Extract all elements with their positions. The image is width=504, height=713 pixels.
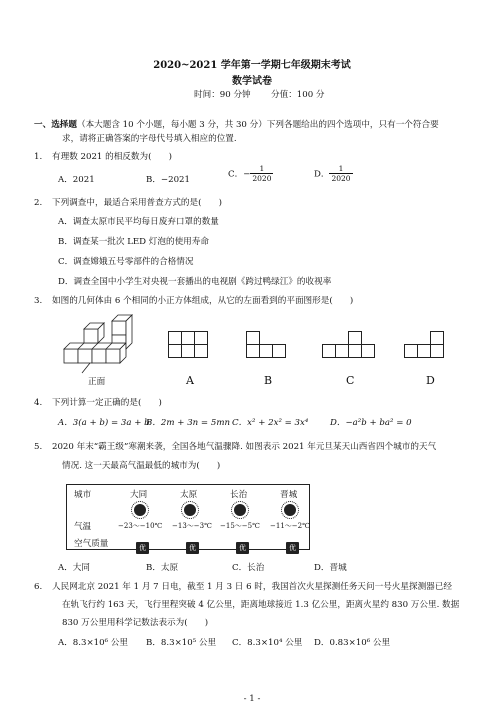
q5-option-a: A．大同: [58, 563, 90, 573]
question-5-line2: 情况. 这一天最高气温最低的城市为( ): [62, 461, 221, 471]
q6-option-d: D．0.83×10⁶ 公里: [314, 638, 391, 648]
fraction-denominator: 2020: [331, 174, 351, 183]
status-badge: 优: [286, 542, 299, 554]
section-title: 一、选择题: [34, 120, 77, 130]
sun-icon: [284, 504, 296, 516]
q1-option-d: [314, 164, 353, 183]
question-number: 3.: [34, 296, 43, 306]
question-6-line2: 在轨飞行约 163 天，飞行里程突破 4 亿公里，距离地球接近 1.3 亿公里，距离火星约 830 万公里. 数据: [62, 600, 460, 610]
air-quality-badge-2: [186, 535, 199, 554]
weather-temp-3: −15～−5℃: [220, 522, 260, 530]
question-number: 5.: [34, 442, 43, 452]
air-quality-badge-4: [286, 535, 299, 554]
question-6: [34, 580, 452, 592]
weather-row-temp: 气温: [74, 522, 92, 532]
section-desc-line2: 求，请将正确答案的字母代号填入相应的位置.: [62, 134, 237, 144]
exam-score: 分值：100 分: [271, 90, 325, 100]
question-1: [34, 150, 172, 162]
question-number: 4.: [34, 398, 43, 408]
weather-row-air: 空气质量: [74, 539, 109, 549]
q3-option-a-figure: [168, 331, 212, 367]
q3-option-c-figure: [322, 331, 382, 367]
exam-title: 2020~2021 学年第一学期七年级期末考试: [153, 60, 351, 71]
question-3: [34, 294, 353, 306]
status-badge: 优: [136, 542, 149, 554]
q4-option-d: D．−a²b + ba² = 0: [330, 418, 412, 428]
q5-option-c: C．长治: [232, 563, 265, 573]
status-badge: 优: [236, 542, 249, 554]
page-number: - 1 -: [243, 694, 261, 704]
q3-option-d-label: D: [426, 374, 435, 387]
q6-option-c: C．8.3×10⁴ 公里: [232, 638, 303, 648]
fraction-denominator: 2020: [252, 174, 272, 183]
question-text: 下列调查中，最适合采用普查方式的是( ): [52, 198, 222, 208]
question-2: [34, 196, 222, 208]
section-heading: [34, 118, 439, 130]
sun-icon: [184, 504, 196, 516]
question-number: 2.: [34, 198, 43, 208]
question-4: [34, 396, 162, 408]
q2-option-d: D．调查全国中小学生对央视一套播出的电视剧《跨过鸭绿江》的收视率: [58, 277, 332, 287]
question-5: [34, 440, 436, 452]
question-text-line1: 人民网北京 2021 年 1 月 7 日电，截至 1 月 3 日 6 时，我国首次火星探测任务天问一号火星探测器已经: [52, 582, 452, 592]
q1-option-d-fraction: [329, 164, 352, 183]
q2-option-c: C．调查嫦娥五号零部件的合格情况: [58, 257, 194, 267]
q1-option-a: A．2021: [58, 175, 95, 185]
q6-option-b: B．8.3×10⁵ 公里: [146, 638, 217, 648]
question-text: 如图的几何体由 6 个相同的小正方体组成，从它的左面看到的平面图形是( ): [52, 296, 354, 306]
q3-option-d-figure: [404, 331, 454, 367]
weather-temp-1: −23～−10℃: [118, 522, 163, 530]
front-view-label: 正面: [88, 377, 106, 387]
q3-option-a-label: A: [186, 374, 194, 387]
q4-option-a: A．3(a + b) = 3a + b: [58, 418, 150, 428]
q2-option-b: B．调查某一批次 LED 灯泡的使用寿命: [58, 237, 209, 247]
weather-city-3: 长治: [230, 490, 248, 500]
question-text: 有理数 2021 的相反数为( ): [52, 152, 172, 162]
question-6-line3: 830 万公里用科学记数法表示为( ): [62, 618, 209, 628]
exam-time: 时间：90 分钟: [194, 90, 251, 100]
q1-option-c-label: C．−: [228, 169, 251, 180]
q1-option-d-label: D．: [314, 169, 330, 180]
q6-option-a: A．8.3×10⁶ 公里: [58, 638, 128, 648]
q1-option-c-fraction: [250, 164, 273, 183]
question-number: 1.: [34, 152, 43, 162]
status-badge: 优: [186, 542, 199, 554]
exam-subtitle: 数学试卷: [232, 76, 272, 87]
sun-icon: [234, 504, 246, 516]
air-quality-badge-1: [136, 535, 149, 554]
q5-option-d: D．晋城: [314, 563, 347, 573]
air-quality-badge-3: [236, 535, 249, 554]
q2-option-a: A．调查太原市民平均每日废弃口罩的数量: [58, 217, 219, 227]
question-text-line1: 2020 年末“霸王级”寒潮来袭，全国各地气温骤降. 如图表示 2021 年元旦某天山西省四个城市的天气: [52, 442, 437, 452]
weather-temp-4: −11～−2℃: [270, 522, 310, 530]
fraction-numerator: 1: [250, 164, 273, 174]
cube-figure: [60, 313, 150, 375]
fraction-numerator: 1: [329, 164, 352, 174]
section-desc: （本大题含 10 个小题，每小题 3 分，共 30 分）下列各题给出的四个选项中，只有一个符合要: [76, 120, 439, 130]
q5-option-b: B．太原: [146, 563, 179, 573]
question-number: 6.: [34, 582, 43, 592]
q3-option-b-label: B: [264, 374, 273, 387]
q3-option-b-figure: [246, 331, 290, 367]
q4-option-b: B．2m + 3n = 5mn: [146, 418, 231, 428]
q3-option-c-label: C: [346, 374, 355, 387]
weather-row-city: 城市: [74, 490, 92, 500]
q1-option-c: [228, 164, 273, 183]
sun-icon: [134, 504, 146, 516]
weather-city-4: 晋城: [280, 490, 298, 500]
q4-option-c: C．x² + 2x² = 3x⁴: [232, 418, 309, 428]
q1-option-b: B．−2021: [146, 175, 190, 185]
question-text: 下列计算一定正确的是( ): [52, 398, 162, 408]
weather-city-2: 太原: [180, 490, 198, 500]
weather-temp-2: −13～−3℃: [172, 522, 212, 530]
weather-city-1: 大同: [130, 490, 148, 500]
